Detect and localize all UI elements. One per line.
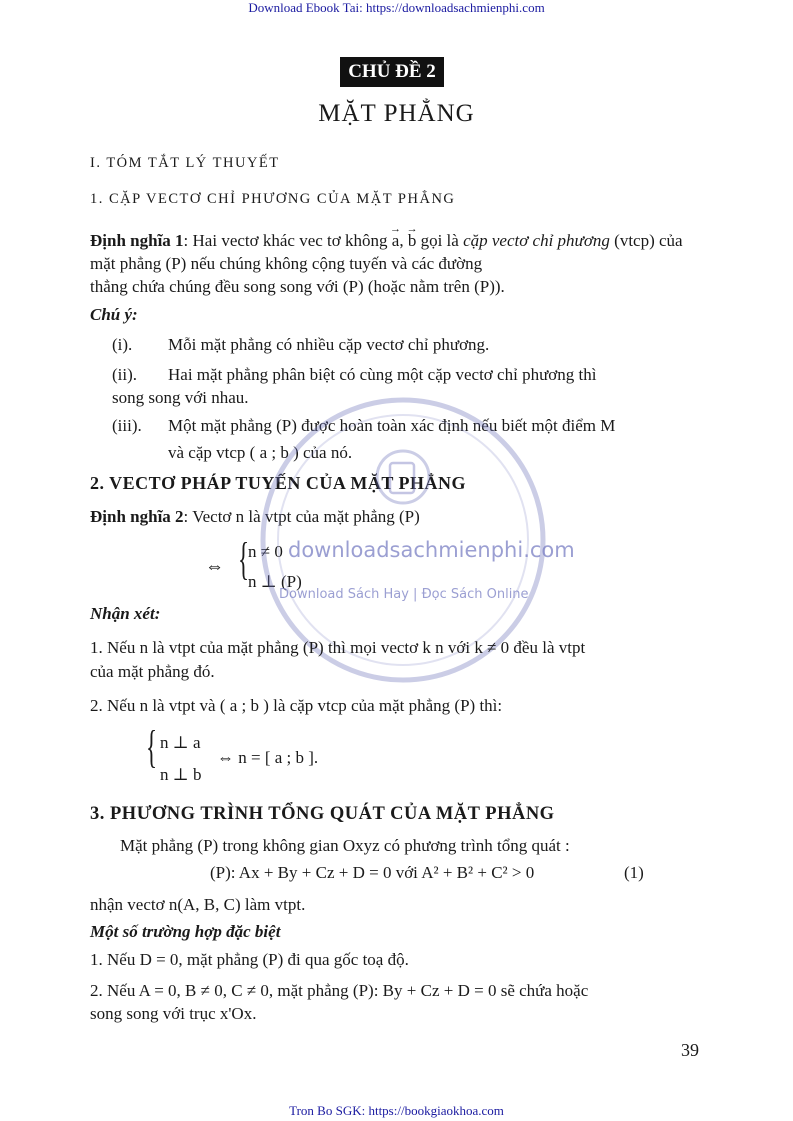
page-number: 39 [681, 1040, 699, 1060]
normal-vector-line: nhận vectơ n(A, B, C) làm vtpt. [90, 895, 306, 914]
subsection-1-heading: 1. CẶP VECTƠ CHỈ PHƯƠNG CỦA MẶT PHẲNG [90, 191, 456, 207]
note-continuation: và cặp vtcp ( a ; b ) của nó. [168, 443, 353, 462]
left-brace: { [238, 533, 250, 584]
topic-label: CHỦ ĐỀ 2 [340, 57, 444, 87]
special-case: 1. Nếu D = 0, mặt phẳng (P) đi qua gốc toạ độ. [90, 950, 409, 969]
special-case-cont: song song với trục x'Ox. [90, 1004, 257, 1023]
watermark-tagline: Download Sách Hay | Đọc Sách Online [279, 587, 529, 602]
watermark-site: downloadsachmienphi.com [288, 538, 575, 562]
definition-2-text: : Vectơ n là vtpt của mặt phẳng (P) [183, 507, 420, 526]
equivalence-arrow: ⇔ [205, 556, 224, 577]
general-equation: (P): Ax + By + Cz + D = 0 với A² + B² + C² > 0 [210, 863, 535, 882]
definition-1-term: cặp vectơ chỉ phương [463, 231, 610, 250]
remark-label-text: Nhận xét [90, 604, 155, 623]
system-line: n ≠ 0 [248, 542, 283, 561]
note-number: (iii). [112, 416, 142, 435]
remark-1: 1. Nếu n là vtpt của mặt phẳng (P) thì mọi vectơ k n với k ≠ 0 đều là vtpt [90, 638, 586, 657]
section-heading: I. TÓM TẮT LÝ THUYẾT [90, 155, 280, 171]
page-title: MẶT PHẲNG [318, 100, 475, 127]
subsection-3-heading: 3. PHƯƠNG TRÌNH TỔNG QUÁT CỦA MẶT PHẲNG [90, 804, 555, 824]
note-text: Một mặt phẳng (P) được hoàn toàn xác định nếu biết một điểm M [168, 416, 616, 435]
header-banner: Download Ebook Tai: https://downloadsachmienphi.com [248, 0, 545, 15]
system-line: n ⊥ (P) [248, 572, 302, 591]
left-brace: { [146, 721, 158, 772]
comma: , [399, 231, 408, 250]
remark-1-cont: của mặt phẳng đó. [90, 662, 215, 681]
note-label: Chú ý: [90, 305, 138, 324]
note-text: Mỗi mặt phẳng có nhiều cặp vectơ chỉ phương. [168, 335, 490, 354]
note-continuation: song song với nhau. [112, 388, 249, 407]
special-cases-label: Một số trường hợp đặc biệt [90, 922, 281, 941]
vector-b: → b [408, 229, 417, 252]
remark-label: Nhận xét: [90, 604, 161, 623]
system-line: n ⊥ a [160, 733, 201, 752]
footer-banner: Tron Bo SGK: https://bookgiaokhoa.com [289, 1103, 504, 1118]
equation-number: (1) [624, 863, 644, 882]
subsection-2-heading: 2. VECTƠ PHÁP TUYẾN CỦA MẶT PHẲNG [90, 473, 467, 493]
note-number: (ii). [112, 365, 138, 384]
definition-1 [90, 229, 700, 298]
vector-a: → a [392, 229, 400, 252]
definition-1-line2: (vtcp) của mặt phẳng (P) nếu chúng không cộng tuyến và các đường [90, 231, 683, 273]
general-intro: Mặt phẳng (P) trong không gian Oxyz có phương trình tổng quát : [120, 836, 570, 855]
special-case: 2. Nếu A = 0, B ≠ 0, C ≠ 0, mặt phẳng (P): By + Cz + D = 0 sẽ chứa hoặc [90, 981, 589, 1000]
system-line: n ⊥ b [160, 765, 202, 784]
definition-1-line3: thẳng chứa chúng đều song song với (P) (hoặc nằm trên (P)). [90, 277, 505, 296]
definition-1-text-b: gọi là [416, 231, 464, 250]
note-number: (i). [112, 335, 133, 354]
definition-1-text: : Hai vectơ khác vec tơ không [183, 231, 392, 250]
note-text: Hai mặt phẳng phân biệt có cùng một cặp vectơ chỉ phương thì [168, 365, 597, 384]
cross-product-result: ⇔ n = [ a ; b ]. [217, 748, 319, 767]
definition-1-label: Định nghĩa 1 [90, 231, 184, 250]
definition-2-label: Định nghĩa 2 [90, 507, 184, 526]
remark-2: 2. Nếu n là vtpt và ( a ; b ) là cặp vtcp của mặt phẳng (P) thì: [90, 696, 503, 715]
